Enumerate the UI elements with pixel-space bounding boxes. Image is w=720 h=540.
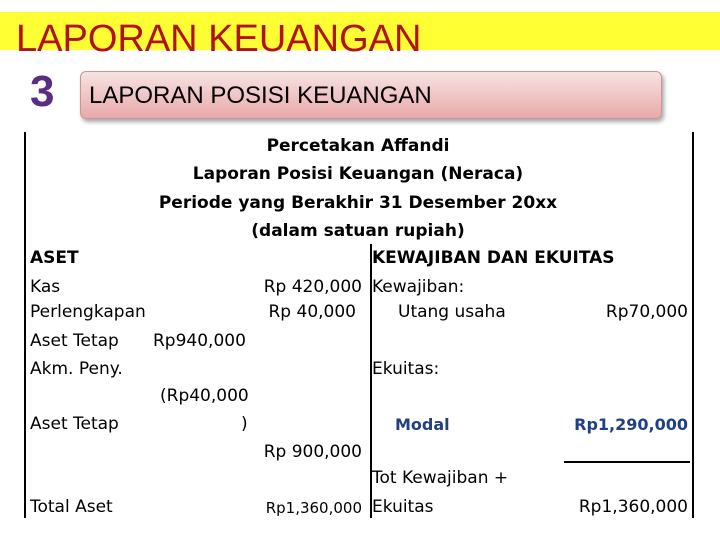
subtotal-rule	[564, 461, 690, 463]
report-name: Laporan Posisi Keuangan (Neraca)	[192, 164, 524, 184]
perlengkapan-label: Perlengkapan	[30, 302, 146, 322]
total-liabilities-equity-label-2: Ekuitas	[372, 497, 434, 517]
akm-peny-label: Akm. Peny.	[30, 359, 123, 379]
kas-label: Kas	[30, 277, 61, 297]
perlengkapan-value: Rp 40,000	[268, 302, 356, 322]
currency-note: (dalam satuan rupiah)	[251, 221, 465, 241]
assets-heading: ASET	[30, 248, 79, 268]
company-name: Percetakan Affandi	[266, 136, 450, 156]
kewajiban-label: Kewajiban:	[372, 277, 465, 297]
total-assets-label: Total Aset	[30, 497, 113, 517]
utang-usaha-label: Utang usaha	[398, 302, 506, 322]
total-liabilities-equity-label-1: Tot Kewajiban +	[372, 468, 509, 488]
modal-value: Rp1,290,000	[574, 415, 688, 434]
aset-tetap-net-label: Aset Tetap	[30, 414, 119, 434]
balance-sheet	[24, 132, 694, 518]
total-assets-value: Rp1,360,000	[265, 499, 362, 517]
page-title: LAPORAN KEUANGAN	[16, 18, 422, 60]
total-liabilities-equity-value: Rp1,360,000	[578, 497, 688, 517]
subtitle-text: LAPORAN POSISI KEUANGAN	[89, 82, 432, 109]
aset-tetap-label: Aset Tetap	[30, 331, 119, 351]
utang-usaha-value: Rp70,000	[605, 302, 688, 322]
kas-value: Rp 420,000	[263, 277, 362, 297]
liabilities-equity-heading: KEWAJIBAN DAN EKUITAS	[372, 248, 615, 268]
aset-tetap-gross-value: Rp940,000	[153, 331, 246, 351]
section-number: 3	[30, 67, 55, 116]
aset-tetap-net-value: Rp 900,000	[263, 442, 362, 462]
akm-peny-value: (Rp40,000	[160, 386, 249, 406]
akm-peny-value-close: )	[241, 414, 248, 434]
report-period: Periode yang Berakhir 31 Desember 20xx	[158, 193, 558, 213]
ekuitas-label: Ekuitas:	[372, 359, 440, 379]
modal-label: Modal	[395, 415, 450, 434]
subtitle-banner	[80, 71, 662, 119]
